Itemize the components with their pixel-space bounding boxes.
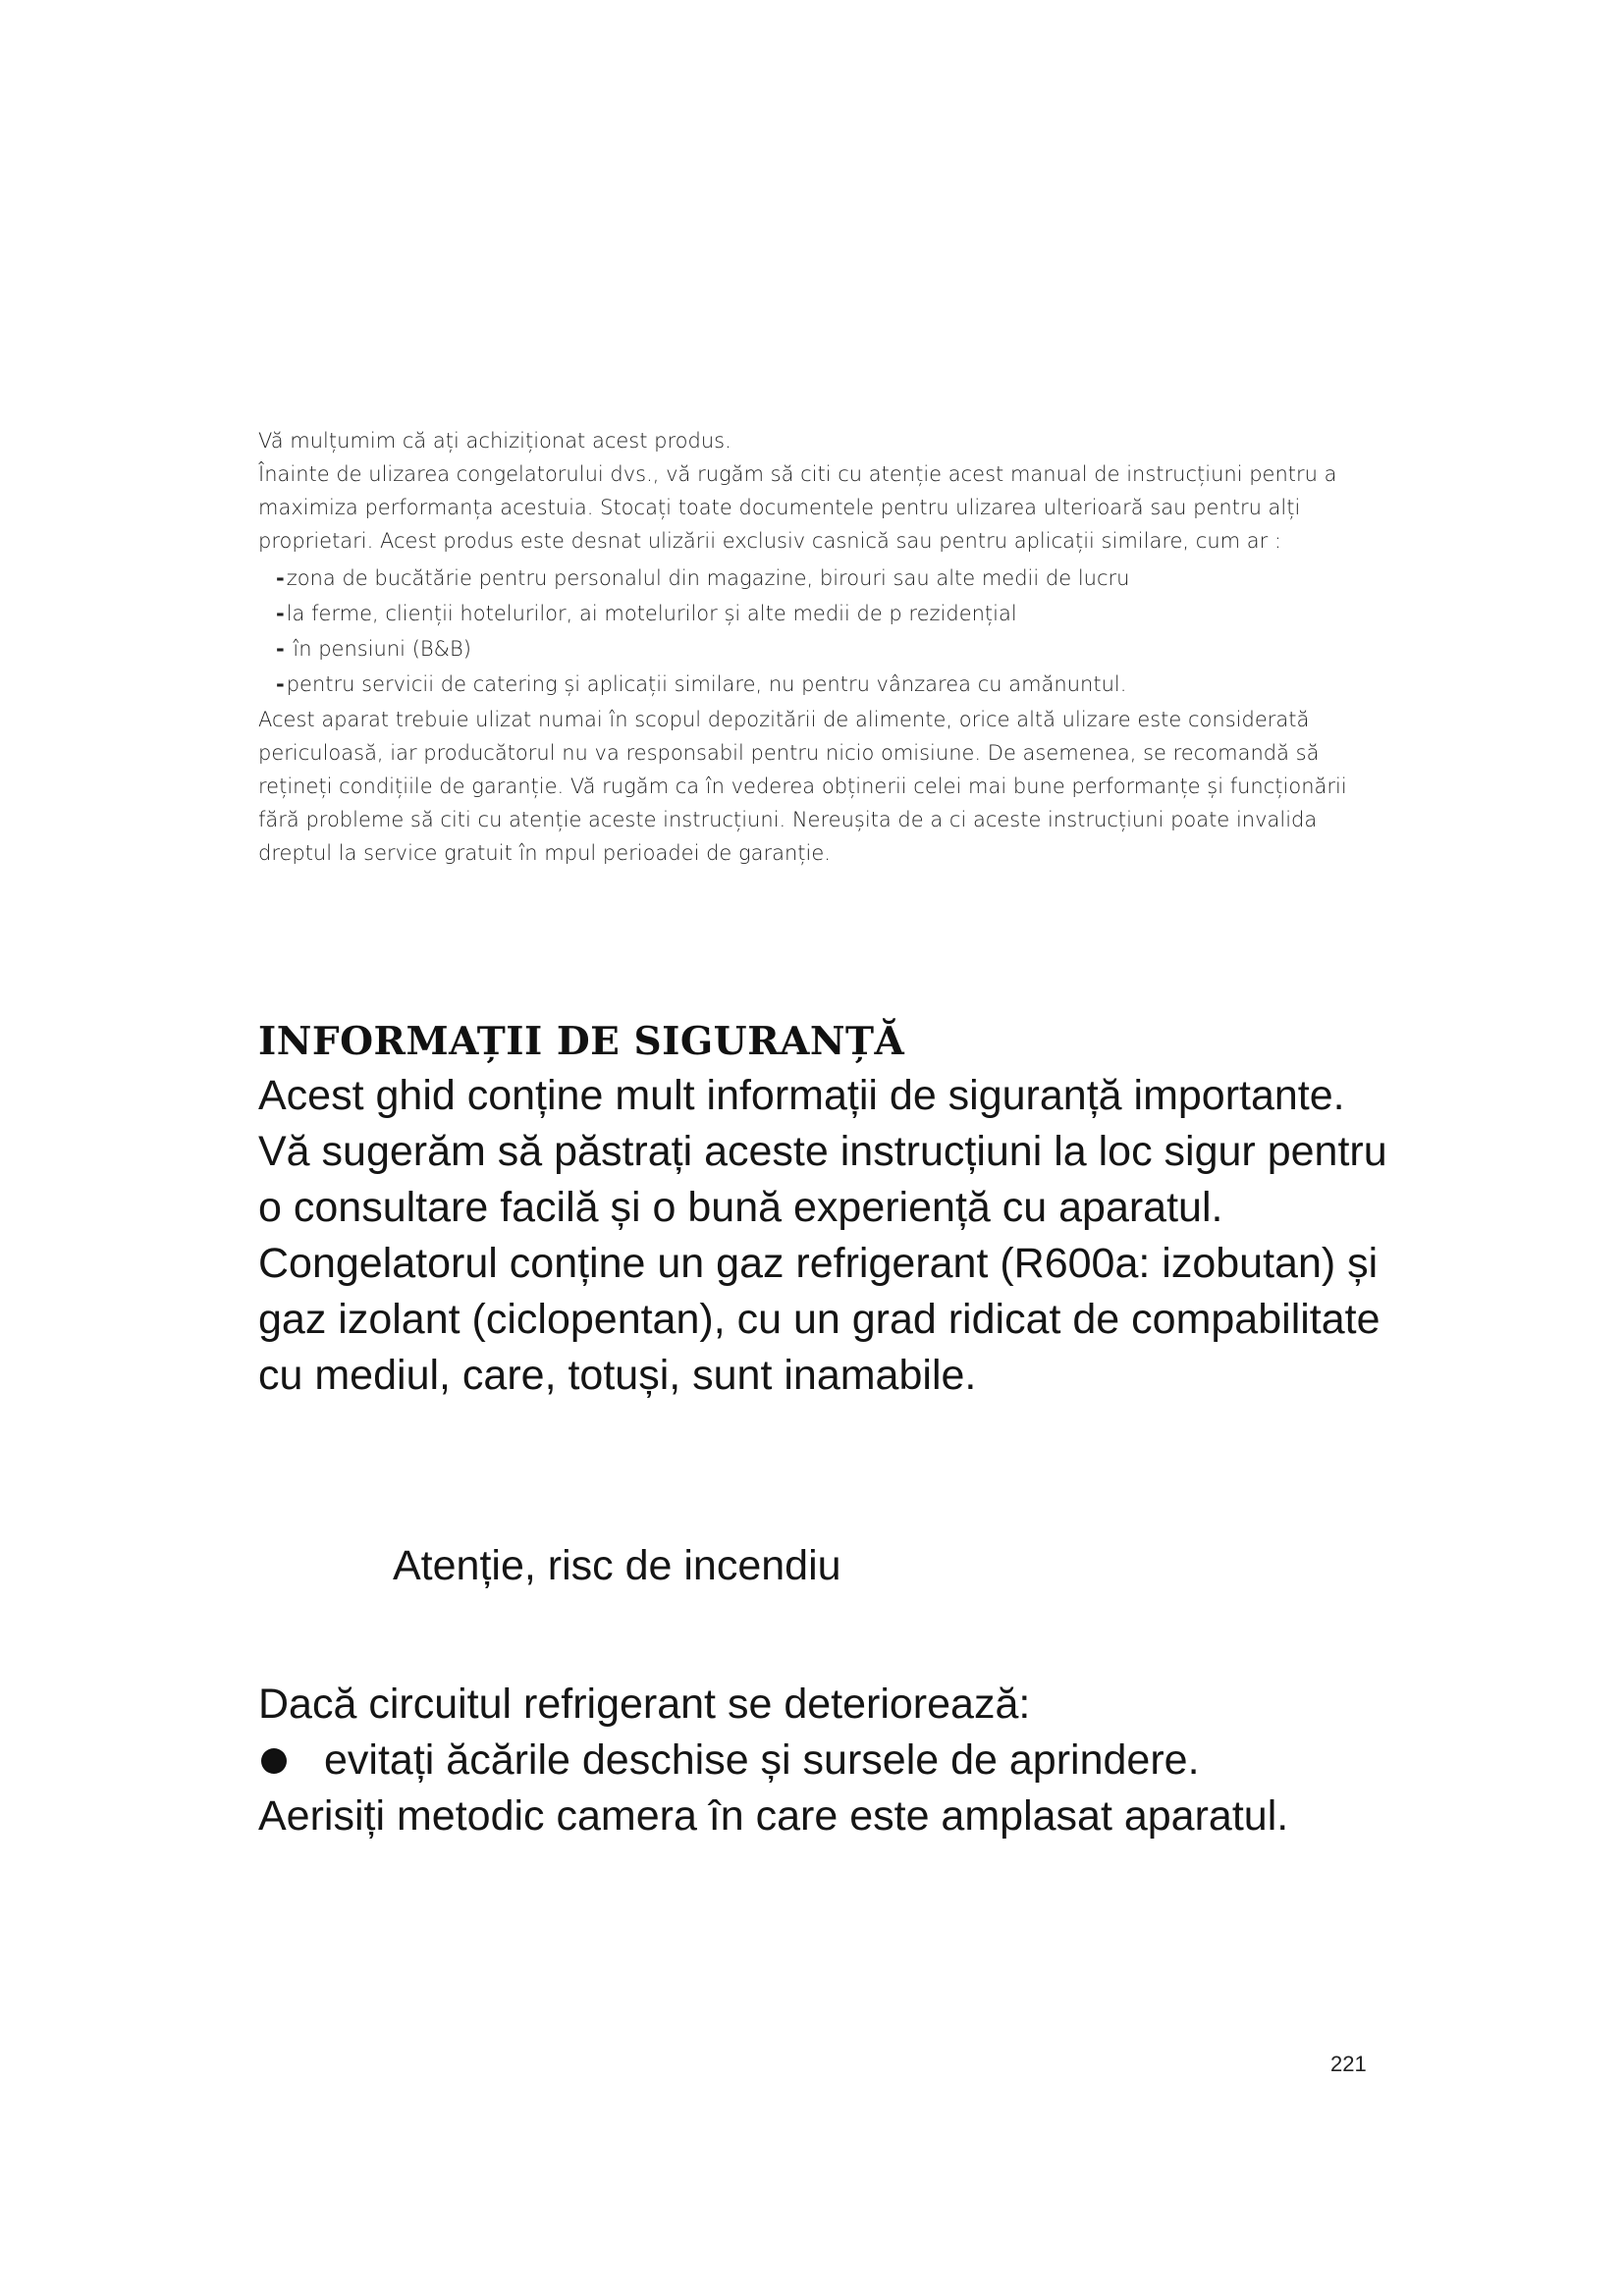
dash-marker: - — [276, 566, 285, 590]
list-item: -pentru servicii de catering și aplicații similare, nu pentru vânzarea cu amănuntul. — [276, 672, 1127, 696]
page-number: 221 — [1330, 2052, 1367, 2076]
list-item: -zona de bucătărie pentru personalul din magazine, birouri sau alte medii de lucru — [276, 566, 1130, 590]
intro-thanks: Vă mulțumim că ați achiziționat acest produs. — [258, 429, 731, 453]
intro-section — [258, 424, 1378, 870]
closing-text: Aerisiți metodic camera în care este amplasat aparatul. — [258, 1792, 1289, 1840]
fire-risk-warning: Atenție, risc de incendiu — [393, 1542, 841, 1589]
list-item: -la ferme, clienții hotelurilor, ai motelurilor și alte medii de p rezidențial — [276, 602, 1017, 625]
safety-heading: INFORMAȚII DE SIGURANȚĂ — [258, 1019, 905, 1064]
circuit-section — [258, 1677, 1387, 1844]
intro-usage-warning: Acest aparat trebuie ulizat numai în scopul depozitării de alimente, orice altă ulizare este considerată periculoasă, iar producătorul nu va responsabil pentru nicio omisiune. De asemenea, se recomandă să rețineți condițiile de garanție. Vă rugăm ca în vederea obținerii celei mai bune performanțe și funcționării fără probleme să citi cu atenție aceste instrucțiuni. Nereușita de a ci aceste instrucțiuni poate invalida dreptul la service gratuit în mpul perioadei de garanție. — [258, 708, 1347, 865]
dash-marker: - — [276, 637, 285, 661]
safety-body — [258, 1068, 1387, 1404]
bullet-item — [258, 1733, 1387, 1789]
dash-marker: - — [276, 602, 285, 625]
bullet-dot-icon — [261, 1748, 287, 1774]
intro-instructions: Înainte de ulizarea congelatorului dvs., vă rugăm să citi cu atenție acest manual de instrucțiuni pentru a maximiza performanța acestuia. Stocați toate documentele pentru ulizarea ulterioară sau pentru alți proprietari. Acest produs este desnat ulizării exclusiv casnică sau pentru aplicații similare, cum ar : — [258, 462, 1337, 553]
list-item: - în pensiuni (B&B) — [276, 637, 471, 661]
circuit-intro: Dacă circuitul refrigerant se deteriorează: — [258, 1681, 1031, 1728]
dash-marker: - — [276, 672, 285, 696]
bullet-text: evitați ăcările deschise și sursele de aprindere. — [324, 1736, 1200, 1784]
usage-list — [276, 561, 1378, 701]
safety-guide-paragraph: Acest ghid conține mult informații de siguranță importante. Vă sugerăm să păstrați aceste instrucțiuni la loc sigur pentru o consultare facilă și o bună experiență cu aparatul. — [258, 1072, 1387, 1231]
safety-gas-paragraph: Congelatorul conține un gaz refrigerant (R600a: izobutan) și gaz izolant (ciclopentan), cu un grad ridicat de compabilitate cu mediul, care, totuși, sunt inamabile. — [258, 1240, 1380, 1399]
